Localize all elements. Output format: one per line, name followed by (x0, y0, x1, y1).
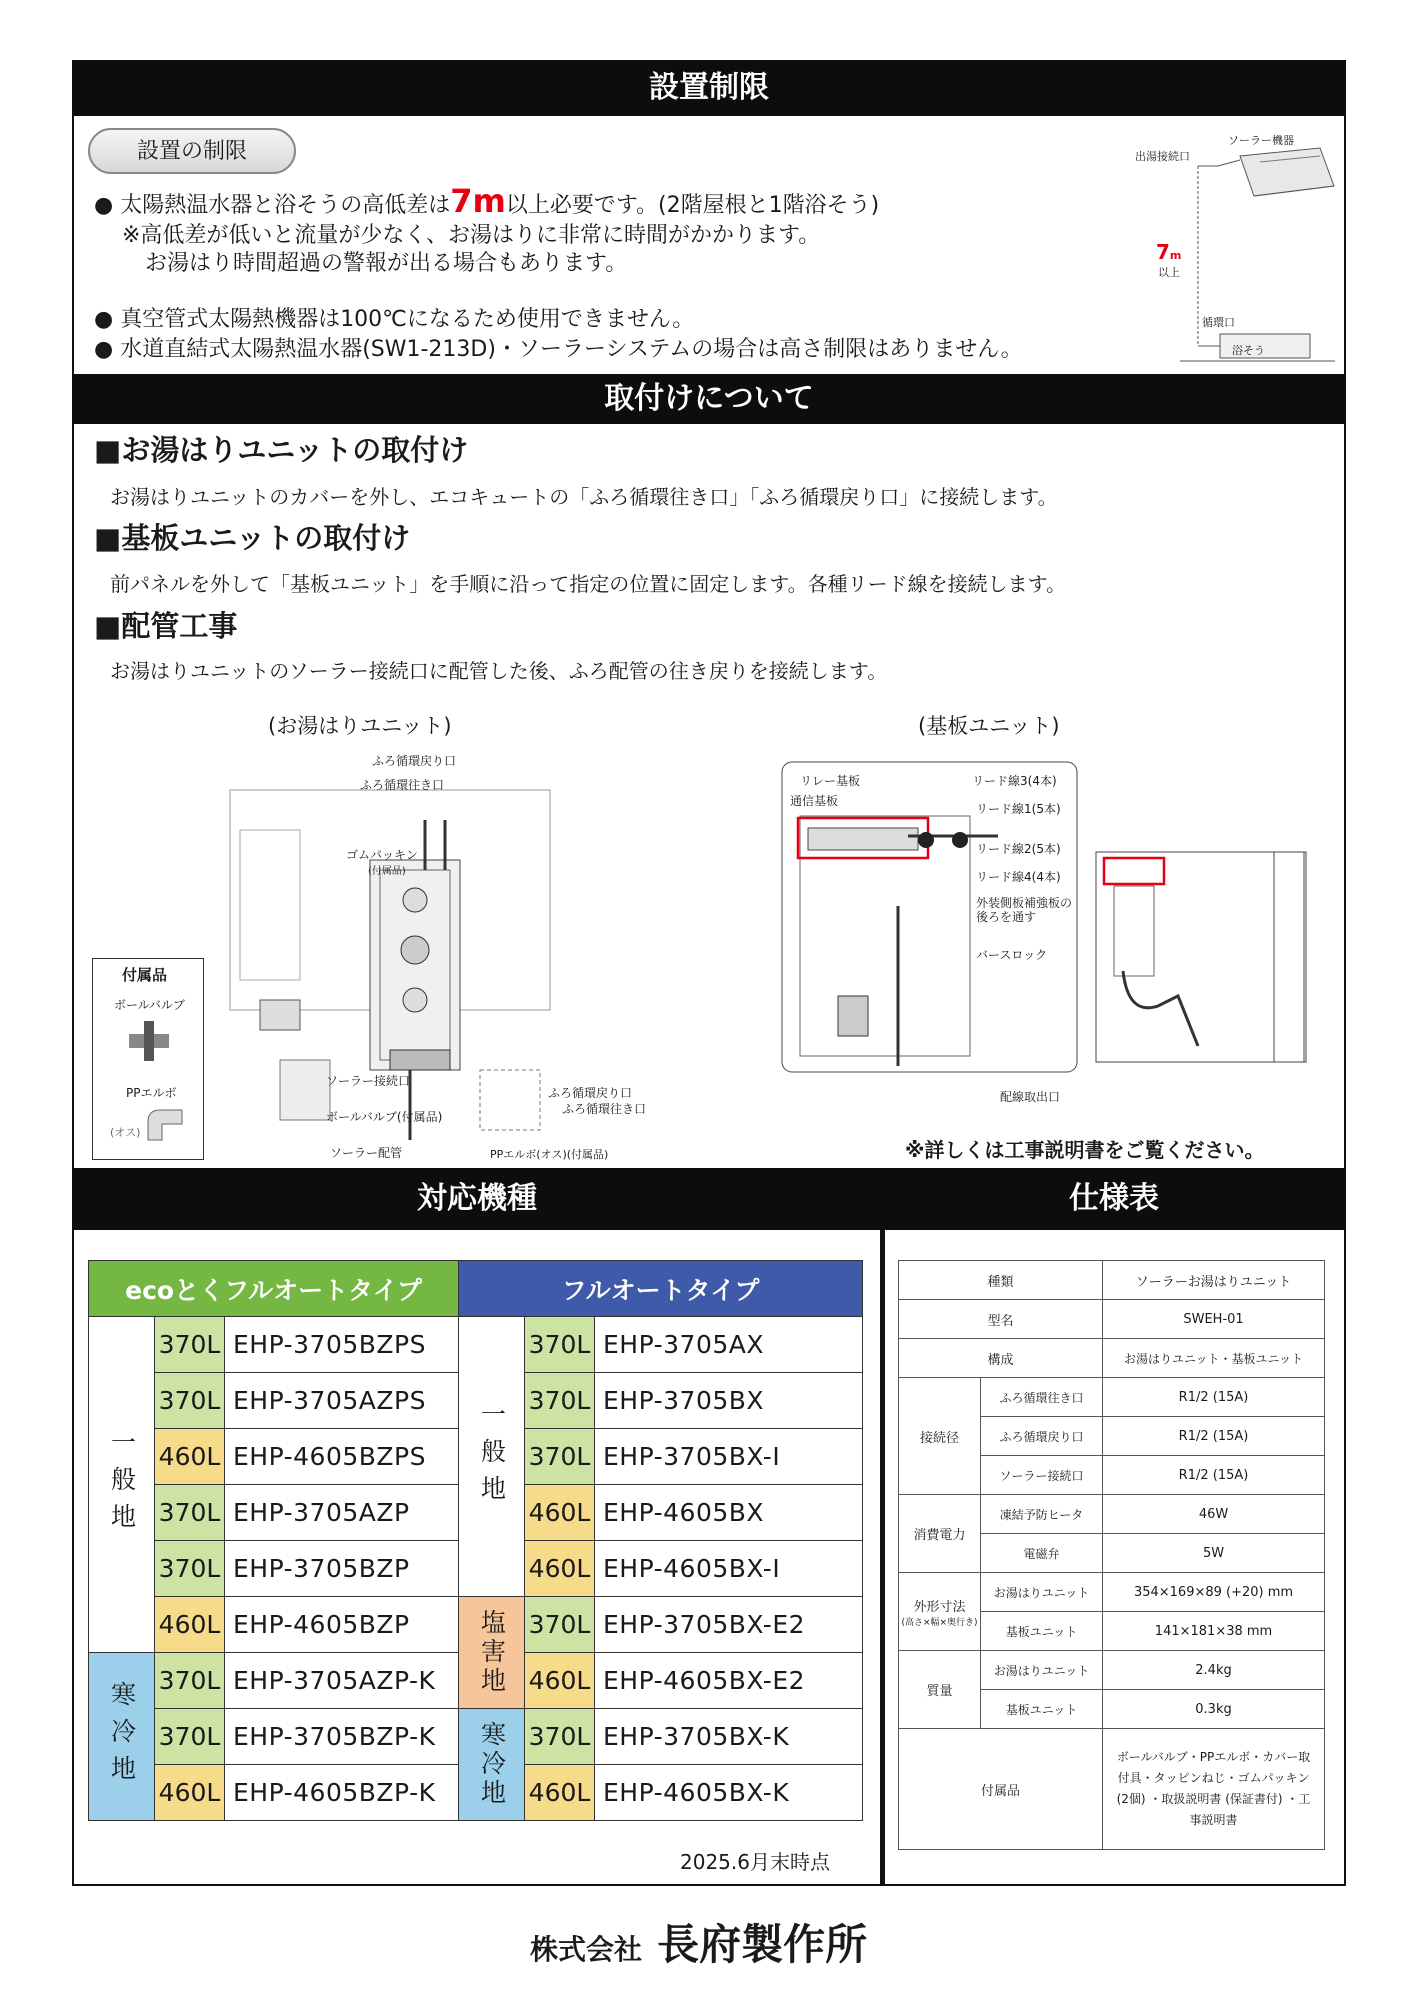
spec-conn1-value: R1/2 (15A) (1103, 1378, 1325, 1417)
label-bar-lock: バースロック (976, 948, 1048, 962)
spec-dim-label: 外形寸法 (913, 1599, 966, 1615)
eco-cap-8: 370L (155, 1709, 225, 1765)
full-model-3: EHP-3705BX-I (595, 1429, 863, 1485)
fig-return-label: 循環口 (1202, 316, 1235, 329)
fig-bath-label: 浴そう (1232, 344, 1265, 357)
eco-model-9: EHP-4605BZP-K (225, 1765, 459, 1821)
label-side-plate: 外装側板補強板の (976, 896, 1073, 910)
label-outgoing-port-2: ふろ循環往き口 (562, 1102, 647, 1116)
accessory-title: 付属品 (122, 966, 168, 984)
company-logo (530, 1912, 867, 1972)
full-model-4: EHP-4605BX (595, 1485, 863, 1541)
label-pass-behind: 後ろを通す (976, 910, 1037, 924)
label-solar-pipe: ソーラー配管 (330, 1146, 403, 1160)
mounting-title-bar (72, 374, 1346, 424)
eco-model-4: EHP-3705AZP (225, 1485, 459, 1541)
full-model-8: EHP-3705BX-K (595, 1709, 863, 1765)
full-cap-4: 460L (525, 1485, 595, 1541)
eco-cap-5: 370L (155, 1541, 225, 1597)
label-ball-valve: ボールバルブ(付属品) (326, 1110, 443, 1124)
spec-config-label: 構成 (899, 1339, 1103, 1378)
label-relay-board: リレー基板 (800, 774, 861, 788)
label-lead1: リード線1(5本) (976, 802, 1061, 816)
text-piping: お湯はりユニットのソーラー接続口に配管した後、ふろ配管の往き戻りを接続します。 (110, 659, 888, 683)
spec-conn2-value: R1/2 (15A) (1103, 1417, 1325, 1456)
company-prefix: 株式会社 (530, 1933, 643, 1966)
eco-cap-4: 370L (155, 1485, 225, 1541)
label-return-port: ふろ循環戻り口 (372, 754, 457, 768)
full-cap-9: 460L (525, 1765, 595, 1821)
spec-power1-label: 凍結予防ヒータ (981, 1495, 1103, 1534)
caption-board-unit: (基板ユニット) (918, 714, 1060, 738)
spec-power2-label: 電磁弁 (981, 1534, 1103, 1573)
spec-mass1-label: お湯はりユニット (981, 1651, 1103, 1690)
spec-model-value: SWEH-01 (1103, 1300, 1325, 1339)
spec-dim2-value: 141×181×38 mm (1103, 1612, 1325, 1651)
spec-power-label: 消費電力 (899, 1495, 981, 1573)
label-wire-outlet: 配線取出口 (1000, 1090, 1061, 1104)
label-comm-board: 通信基板 (790, 794, 839, 808)
label-outgoing-port: ふろ循環往き口 (360, 778, 445, 792)
spec-mass2-value: 0.3kg (1103, 1690, 1325, 1729)
spec-table (898, 1260, 1325, 1850)
caption-water-unit: (お湯はりユニット) (268, 714, 452, 738)
eco-model-6: EHP-4605BZP (225, 1597, 459, 1653)
label-solar-port: ソーラー接続口 (326, 1074, 411, 1088)
installation-title-bar (72, 60, 1346, 116)
spec-acc-value: ボールバルブ・PPエルボ・カバー取付具・タッピンねじ・ゴムパッキン (2個) ・取扱説明書 (保証書付) ・工事説明書 (1103, 1729, 1325, 1850)
label-rubber-packing: ゴムパッキン (346, 848, 418, 862)
eco-model-2: EHP-3705AZPS (225, 1373, 459, 1429)
models-date: 2025.6月末時点 (680, 1850, 830, 1874)
eco-model-5: EHP-3705BZP (225, 1541, 459, 1597)
accessory-pp-elbow: PPエルボ (126, 1086, 177, 1100)
spec-mass2-label: 基板ユニット (981, 1690, 1103, 1729)
spec-conn-label: 接続径 (899, 1378, 981, 1495)
full-general-label: 一般地 (459, 1317, 525, 1597)
spec-conn2-label: ふろ循環戻り口 (981, 1417, 1103, 1456)
full-cap-8: 370L (525, 1709, 595, 1765)
models-table (88, 1260, 863, 1821)
eco-cap-2: 370L (155, 1373, 225, 1429)
installation-title: 設置制限 (649, 70, 769, 105)
full-header: フルオートタイプ (459, 1261, 863, 1317)
ball-valve-icon (124, 1016, 174, 1066)
full-cold-label: 寒冷地 (459, 1709, 525, 1821)
direct-connect-note: ● 水道直結式太陽熱温水器(SW1-213D)・ソーラーシステムの場合は高さ制限はありません。 (94, 337, 1023, 362)
mounting-title: 取付けについて (604, 381, 814, 416)
label-pp-elbow: PPエルボ(オス)(付属品) (490, 1148, 609, 1161)
eco-model-3: EHP-4605BZPS (225, 1429, 459, 1485)
label-lead4: リード線4(4本) (976, 870, 1061, 884)
spec-power2-value: 5W (1103, 1534, 1325, 1573)
label-lead2: リード線2(5本) (976, 842, 1061, 856)
eco-model-8: EHP-3705BZP-K (225, 1709, 459, 1765)
spec-mass1-value: 2.4kg (1103, 1651, 1325, 1690)
spec-dim-sub: (高さ×幅×奥行き) (901, 1617, 978, 1628)
full-cap-3: 370L (525, 1429, 595, 1485)
eco-cap-6: 460L (155, 1597, 225, 1653)
spec-dim1-label: お湯はりユニット (981, 1573, 1103, 1612)
fig-height-more: 以上 (1158, 266, 1180, 279)
heading-water-unit: ■お湯はりユニットの取付け (94, 433, 469, 467)
pp-elbow-icon (140, 1100, 190, 1150)
full-model-1: EHP-3705AX (595, 1317, 863, 1373)
spec-type-value: ソーラーお湯はりユニット (1103, 1261, 1325, 1300)
full-cap-7: 460L (525, 1653, 595, 1709)
spec-conn3-value: R1/2 (15A) (1103, 1456, 1325, 1495)
fig-height: 7m (1156, 240, 1182, 264)
spec-config-value: お湯はりユニット・基板ユニット (1103, 1339, 1325, 1378)
accessory-male: (オス) (110, 1126, 141, 1139)
spec-dim-cell (899, 1573, 981, 1651)
full-model-9: EHP-4605BX-K (595, 1765, 863, 1821)
full-cap-5: 460L (525, 1541, 595, 1597)
eco-cap-9: 460L (155, 1765, 225, 1821)
text-board-unit: 前パネルを外して「基板ユニット」を手順に沿って指定の位置に固定します。各種リード線を接続します。 (110, 572, 1066, 596)
eco-cap-1: 370L (155, 1317, 225, 1373)
vacuum-tube-note: ● 真空管式太陽熱機器は100℃になるため使用できません。 (94, 307, 695, 332)
spec-title-bar (882, 1168, 1346, 1230)
label-return-port-2: ふろ循環戻り口 (548, 1086, 633, 1100)
spec-conn1-label: ふろ循環往き口 (981, 1378, 1103, 1417)
full-salt-label: 塩害地 (459, 1597, 525, 1709)
full-model-2: EHP-3705BX (595, 1373, 863, 1429)
spec-mass-label: 質量 (899, 1651, 981, 1729)
eco-cap-3: 460L (155, 1429, 225, 1485)
fig-outlet-label: 出湯接続口 (1135, 150, 1190, 163)
spec-model-label: 型名 (899, 1300, 1103, 1339)
spec-dim2-label: 基板ユニット (981, 1612, 1103, 1651)
full-model-7: EHP-4605BX-E2 (595, 1653, 863, 1709)
full-cap-2: 370L (525, 1373, 595, 1429)
fig-solar-label: ソーラー機器 (1228, 134, 1294, 147)
manual-note: ※詳しくは工事説明書をご覧ください。 (905, 1138, 1265, 1162)
full-model-5: EHP-4605BX-I (595, 1541, 863, 1597)
eco-cap-7: 370L (155, 1653, 225, 1709)
accessory-ball-valve: ボールバルブ (114, 998, 185, 1012)
text-water-unit: お湯はりユニットのカバーを外し、エコキュートの「ふろ循環往き口」「ふろ循環戻り口」に接続します。 (110, 485, 1058, 509)
eco-model-7: EHP-3705AZP-K (225, 1653, 459, 1709)
label-accessory-mark: (付属品) (368, 866, 406, 877)
heading-piping: ■配管工事 (94, 609, 238, 643)
spec-dim1-value: 354×169×89 (+20) mm (1103, 1573, 1325, 1612)
eco-general-label: 一般地 (89, 1317, 155, 1653)
company-name: 長府製作所 (657, 1920, 868, 1969)
eco-cold-label: 寒冷地 (89, 1653, 155, 1821)
spec-title: 仕様表 (1069, 1181, 1159, 1216)
spec-type-label: 種類 (899, 1261, 1103, 1300)
models-title: 対応機種 (417, 1181, 537, 1216)
label-lead3: リード線3(4本) (972, 774, 1057, 788)
note-alarm: お湯はり時間超過の警報が出る場合もあります。 (145, 251, 628, 276)
spec-acc-label: 付属品 (899, 1729, 1103, 1850)
eco-model-1: EHP-3705BZPS (225, 1317, 459, 1373)
spec-conn3-label: ソーラー接続口 (981, 1456, 1103, 1495)
full-cap-1: 370L (525, 1317, 595, 1373)
height-requirement: ● 太陽熱温水器と浴そうの高低差は7m以上必要です。(2階屋根と1階浴そう) (94, 182, 880, 220)
full-cap-6: 370L (525, 1597, 595, 1653)
installation-pill: 設置の制限 (88, 128, 296, 174)
spec-power1-value: 46W (1103, 1495, 1325, 1534)
note-flow: ※高低差が低いと流量が少なく、お湯はりに非常に時間がかかります。 (122, 223, 821, 248)
eco-header: ecoとくフルオートタイプ (89, 1261, 459, 1317)
full-model-6: EHP-3705BX-E2 (595, 1597, 863, 1653)
height-value: 7m (450, 182, 506, 220)
heading-board-unit: ■基板ユニットの取付け (94, 521, 411, 555)
models-title-bar (72, 1168, 882, 1230)
